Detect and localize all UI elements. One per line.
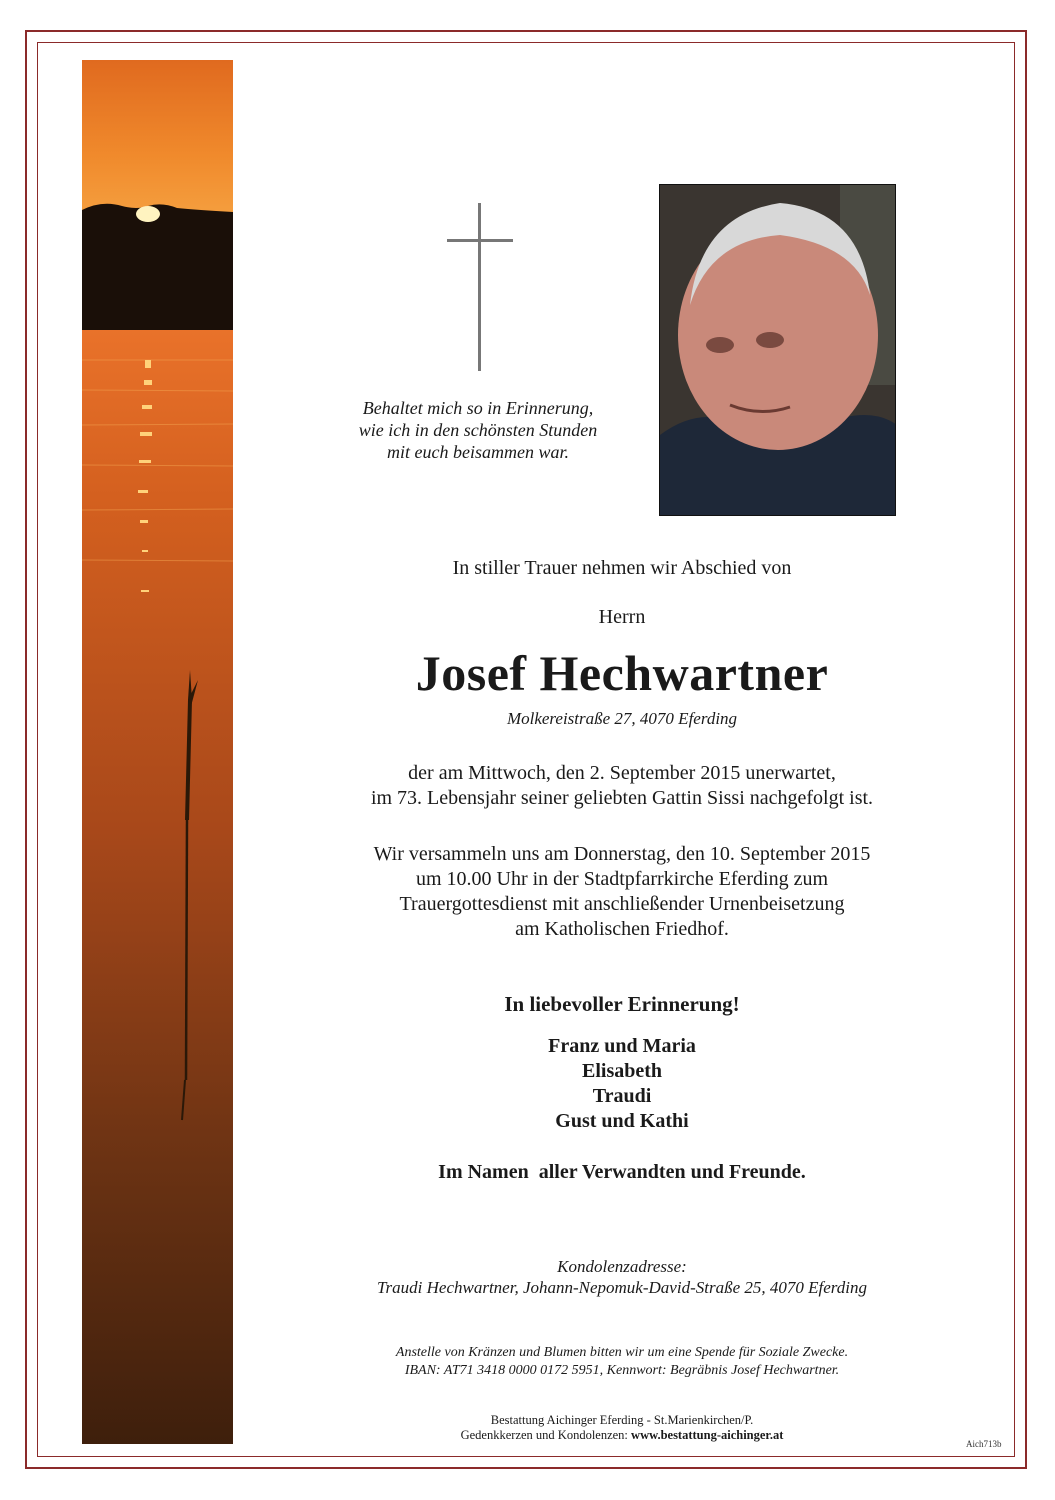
deceased-address: Molkereistraße 27, 4070 Eferding [506,709,738,728]
death-notice [250,761,994,811]
donation-line: Anstelle von Kränzen und Blumen bitten wir um eine Spende für Soziale Zwecke. [395,1345,849,1360]
mourners-closing: Im Namen aller Verwandten und Freunde. [438,1161,806,1183]
service-line: Trauergottesdienst mit anschließender Urnenbeisetzung [399,893,845,915]
quote-line: mit euch beisammen war. [387,442,569,462]
mourners-heading: In liebevoller Erinnerung! [504,992,740,1016]
condolence-label: Kondolenzadresse: [557,1257,687,1276]
document-code: Aich713b [966,1439,1002,1449]
undertaker-footer [250,1413,994,1443]
mourner-name: Traudi [592,1085,652,1107]
death-notice-line: der am Mittwoch, den 2. September 2015 unerwartet, [408,762,836,784]
mourner-name: Gust und Kathi [555,1110,689,1132]
intro-text: In stiller Trauer nehmen wir Abschied von [452,557,792,579]
quote-line: Behaltet mich so in Erinnerung, [362,398,594,418]
deceased-name: Josef Hechwartner [415,645,829,701]
sunset-lake-image [82,60,233,1444]
death-notice-line: im 73. Lebensjahr seiner geliebten Gattin Sissi nachgefolgt ist. [370,787,874,809]
undertaker-web [250,1428,994,1443]
service-line: um 10.00 Uhr in der Stadtpfarrkirche Eferding zum [415,868,829,890]
donation-line: IBAN: AT71 3418 0000 0172 5951, Kennwort: Begräbnis Josef Hechwartner. [404,1363,840,1378]
cross-icon [447,203,513,371]
web-url-link[interactable]: www.bestattung-aichinger.at [631,1428,784,1442]
service-details [250,842,994,942]
web-label: Gedenkkerzen und Kondolenzen: [460,1428,632,1442]
memorial-quote [320,397,636,463]
quote-line: wie ich in den schönsten Stunden [358,420,598,440]
salutation: Herrn [598,606,646,628]
undertaker-name: Bestattung Aichinger Eferding - St.Marienkirchen/P. [490,1413,754,1427]
mourner-name: Franz und Maria [548,1035,696,1057]
mourner-name: Elisabeth [581,1060,663,1082]
mourners-list [250,1034,994,1134]
portrait-photo [659,184,896,516]
condolence-address: Traudi Hechwartner, Johann-Nepomuk-David-Straße 25, 4070 Eferding [377,1278,867,1297]
service-line: Wir versammeln uns am Donnerstag, den 10. September 2015 [373,843,871,865]
service-line: am Katholischen Friedhof. [515,918,729,940]
donation-note [250,1344,994,1380]
